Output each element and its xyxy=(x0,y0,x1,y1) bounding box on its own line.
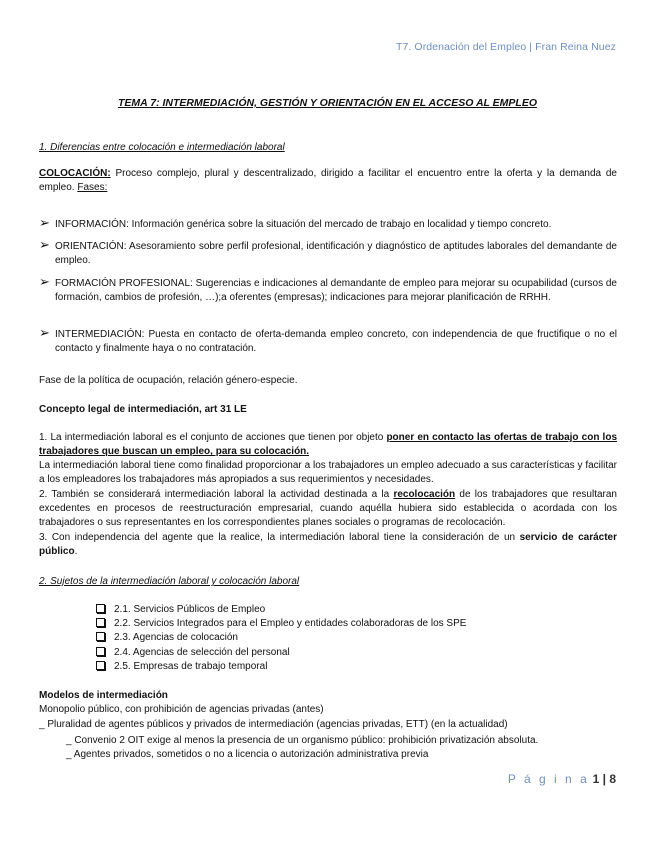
section1-heading: 1. Diferencias entre colocación e intermediación laboral xyxy=(39,142,285,153)
colocacion-paragraph xyxy=(39,167,617,195)
concepto-paragraph-1b: La intermediación laboral tiene como finalidad proporcionar a los trabajadores un empleo adecuado a sus características y facilitar a los empleadores los trabajadores más apropiados a sus requerimientos y necesidades. xyxy=(39,460,617,486)
list-item: 2.3. Agencias de colocación xyxy=(96,631,596,645)
document-title: TEMA 7: INTERMEDIACIÓN, GESTIÓN Y ORIENTACIÓN EN EL ACCESO AL EMPLEO xyxy=(117,97,538,109)
page-label: P á g i n a xyxy=(507,772,590,786)
bullet-formacion: ➢ FORMACIÓN PROFESIONAL: Sugerencias e indicaciones al demandante de empleo para mejorar su ocupabilidad (cursos de formación, cambios de profesión, …);a oferentes (empresas); indicaciones para mejorar planificación de RRHH. xyxy=(39,274,617,304)
arrow-bullet-icon: ➢ xyxy=(39,215,50,230)
modelos-line-2: _ Pluralidad de agentes públicos y privados de intermediación (agencias privadas, ETT) (en la actualidad) xyxy=(39,719,508,730)
checkbox-bullet-icon xyxy=(96,632,105,641)
bullet-orientacion: ➢ ORIENTACIÓN: Asesoramiento sobre perfil profesional, identificación y diagnóstico de aptitudes laborales del demandante de empleo. xyxy=(39,237,617,267)
concepto-paragraph-2: 2. También se considerará intermediación laboral la actividad destinada a la recolocación de los trabajadores que resultaran excedentes en procesos de reestructuración empresarial, cuando aquélla hubiera sido establecida o acordada con los trabajadores o sus representantes en los correspondientes planes sociales o programas de recolocación. xyxy=(39,489,617,529)
colocacion-label: COLOCACIÓN: xyxy=(39,168,111,179)
concepto-highlight-2: recolocación xyxy=(393,489,456,500)
checkbox-bullet-icon xyxy=(96,618,105,627)
concepto-highlight-3: servicio de carácter público xyxy=(39,532,617,558)
list-item: 2.5. Empresas de trabajo temporal xyxy=(96,660,596,674)
arrow-bullet-icon: ➢ xyxy=(39,325,50,340)
colocacion-text: Proceso complejo, plural y descentralizado, dirigido a facilitar el encuentro entre la oferta y la demanda de empleo. xyxy=(39,168,617,194)
section2-heading: 2. Sujetos de la intermediación laboral y colocación laboral xyxy=(39,576,300,587)
sujetos-list xyxy=(96,603,596,674)
page-current: 1 xyxy=(592,772,600,786)
concepto-paragraph-3: 3. Con independencia del agente que la realice, la intermediación laboral tiene la consideración de un servicio de carácter público. xyxy=(39,532,617,558)
concepto-paragraph-1: 1. La intermediación laboral es el conjunto de acciones que tienen por objeto poner en contacto las ofertas de trabajo con los trabajadores que buscan un empleo, para su colocación. xyxy=(39,432,618,458)
bullet-informacion: ➢ INFORMACIÓN: Información genérica sobre la situación del mercado de trabajo en localidad y tiempo concreto. xyxy=(39,215,552,230)
concepto-heading: Concepto legal de intermediación, art 31 LE xyxy=(39,404,247,415)
page-header: T7. Ordenación del Empleo | Fran Reina Nuez xyxy=(395,41,616,53)
modelos-line-4: _ Agentes privados, sometidos o no a licencia o autorización administrativa previa xyxy=(66,749,429,760)
list-item: 2.2. Servicios Integrados para el Empleo y entidades colaboradoras de los SPE xyxy=(96,617,596,631)
modelos-heading: Modelos de intermediación xyxy=(39,690,168,701)
arrow-bullet-icon: ➢ xyxy=(39,274,50,289)
concepto-highlight-1: poner en contacto las ofertas de trabajo con los trabajadores que buscan un empleo, para su colocación. xyxy=(39,432,618,458)
modelos-line-1: Monopolio público, con prohibición de agencias privadas (antes) xyxy=(39,704,324,715)
list-item: 2.4. Agencias de selección del personal xyxy=(96,646,596,660)
checkbox-bullet-icon xyxy=(96,647,105,656)
checkbox-bullet-icon xyxy=(96,604,105,613)
fase-paragraph: Fase de la política de ocupación, relación género-especie. xyxy=(39,375,298,386)
modelos-line-3: _ Convenio 2 OIT exige al menos la presencia de un organismo público: prohibición privatización absoluta. xyxy=(66,735,539,746)
arrow-bullet-icon: ➢ xyxy=(39,237,50,252)
checkbox-bullet-icon xyxy=(96,661,105,670)
bullet-intermediacion: ➢ INTERMEDIACIÓN: Puesta en contacto de oferta-demanda empleo concreto, con independencia de que fructifique o no el contacto y finalmente haya o no contratación. xyxy=(39,325,617,355)
fases-label: Fases: xyxy=(77,182,108,194)
list-item: 2.1. Servicios Públicos de Empleo xyxy=(96,603,596,617)
page-footer: P á g i n a 1 | 8 xyxy=(507,772,616,786)
page-total: 8 xyxy=(609,772,616,786)
